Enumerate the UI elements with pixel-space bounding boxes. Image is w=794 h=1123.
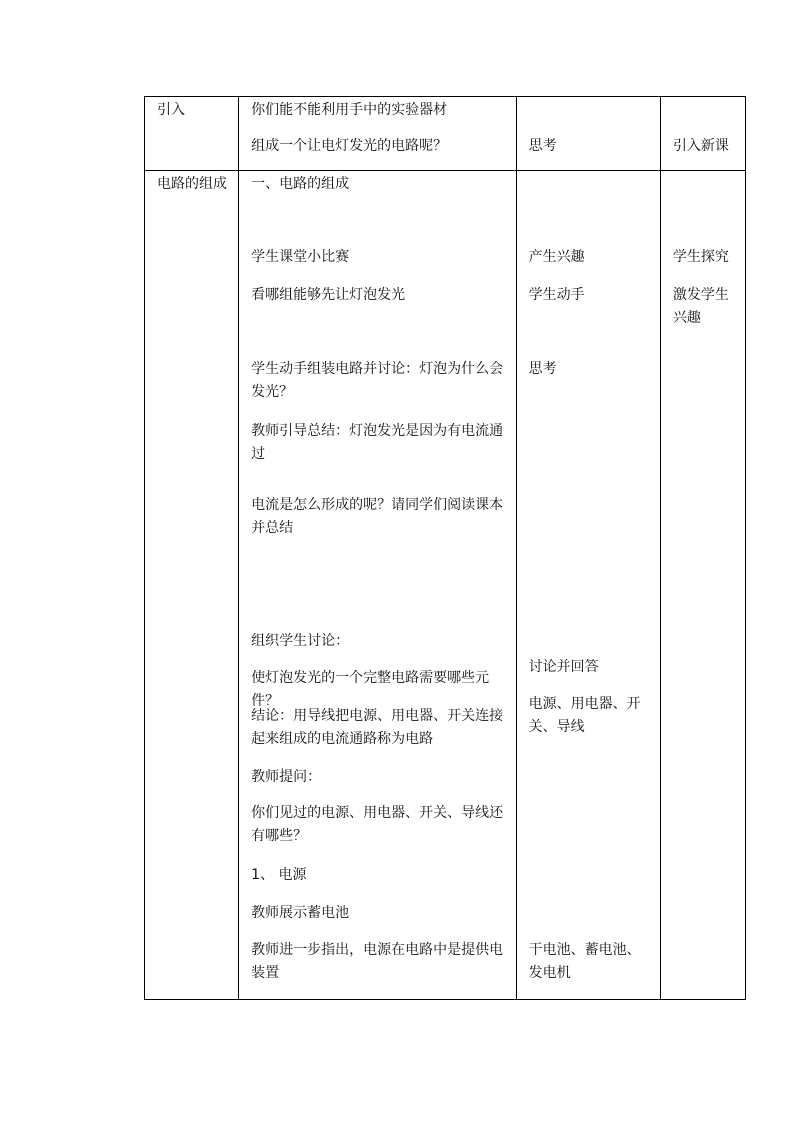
contest-text: 学生课堂小比赛: [251, 249, 350, 265]
circuit-row: [145, 171, 746, 1000]
circuit-stage-label: 电路的组成: [157, 176, 227, 192]
intro-student-cell: [516, 97, 660, 171]
circuit-heading: 一、电路的组成: [251, 176, 350, 192]
student-power-examples: 干电池、蓄电池、发电机: [528, 942, 641, 981]
circuit-content-cell: [239, 171, 516, 1000]
intro-stage-label: 引入: [157, 102, 185, 118]
seen-question-text: 你们见过的电源、用电器、开关、导线还有哪些？: [251, 805, 504, 844]
intro-student-activity: 思考: [528, 138, 557, 154]
student-discuss-answer: 讨论并回答: [528, 659, 599, 675]
intro-content-cell: [239, 97, 516, 171]
show-battery-text: 教师展示蓄电池: [251, 905, 350, 921]
lesson-plan-table: [144, 96, 746, 1000]
explain-power-text: 教师进一步指出，电源在电路中是提供电装置: [251, 942, 504, 981]
intent-motivate: 激发学生兴趣: [672, 287, 729, 326]
student-think: 思考: [528, 361, 557, 377]
current-question-text: 电流是怎么形成的呢？请同学们阅读课本并总结: [251, 497, 504, 536]
student-hands-on: 学生动手: [528, 287, 585, 303]
student-parts: 电源、用电器、开关、导线: [528, 696, 641, 735]
intro-intent: 引入新课: [672, 138, 729, 154]
intro-intent-cell: [660, 97, 745, 171]
student-interest: 产生兴趣: [528, 249, 585, 265]
contest-goal-text: 看哪组能够先让灯泡发光: [251, 287, 406, 303]
circuit-intent-cell: [660, 171, 745, 1000]
circuit-student-cell: [516, 171, 660, 1000]
intro-content-line-2: 组成一个让电灯发光的电路呢？: [251, 138, 448, 154]
intro-row: [145, 97, 746, 171]
discuss-text: 组织学生讨论：: [251, 633, 350, 649]
teacher-ask-text: 教师提问：: [251, 769, 322, 785]
intro-content-line-1: 你们能不能利用手中的实验器材: [251, 102, 448, 118]
intro-stage-cell: [145, 97, 239, 171]
intent-explore: 学生探究: [672, 249, 729, 265]
summary-text: 教师引导总结：灯泡发光是因为有电流通过: [251, 423, 504, 462]
conclusion-text: 结论：用导线把电源、用电器、开关连接起来组成的电流通路称为电路: [251, 708, 504, 747]
assemble-text: 学生动手组装电路并讨论：灯泡为什么会发光？: [251, 361, 504, 400]
parts-question-text: 使灯泡发光的一个完整电路需要哪些元件？: [251, 670, 490, 709]
power-heading: 1、 电源: [251, 867, 307, 883]
circuit-stage-cell: [145, 171, 239, 1000]
